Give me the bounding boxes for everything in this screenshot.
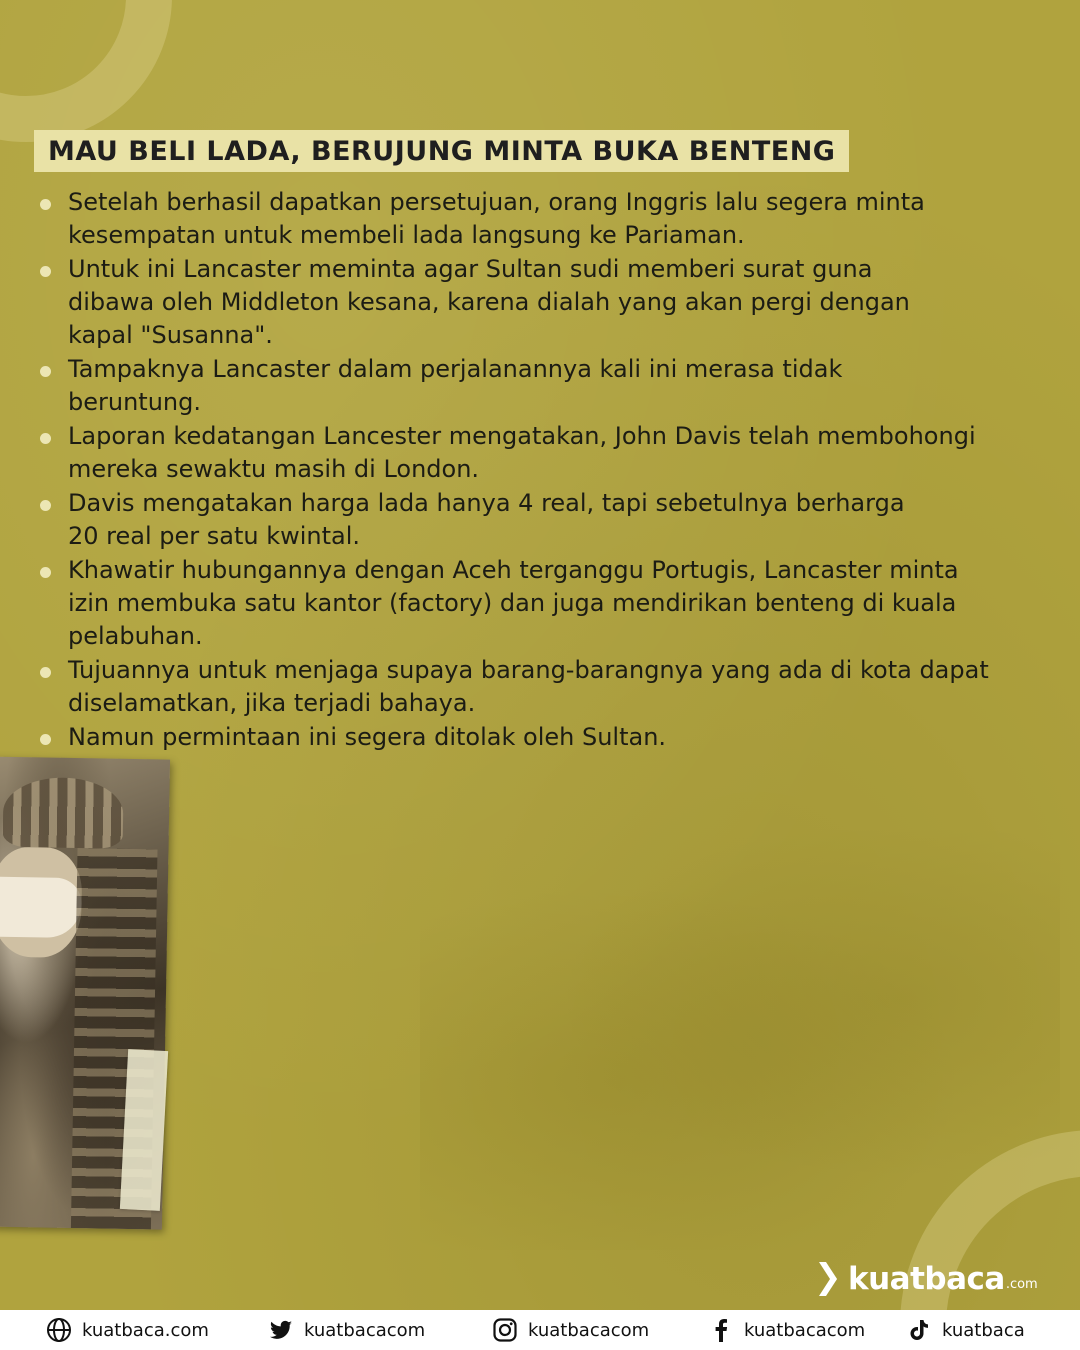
list-item-line: Namun permintaan ini segera ditolak oleh Sultan. [68,723,667,751]
footer-instagram-link[interactable] [492,1310,649,1350]
brand-logo [816,1258,1038,1300]
footer-facebook-label: kuatbacacom [744,1319,866,1341]
decorative-ring-top-left [0,0,172,142]
page-title: MAU BELI LADA, BERUJUNG MINTA BUKA BENTENG [48,135,836,167]
bullet-dot [40,734,51,745]
twitter-icon [268,1317,294,1343]
logo-suffix: .com [1005,1276,1038,1292]
logo-chevron-icon [816,1260,842,1298]
globe-icon [46,1317,72,1343]
list-item-line: dibawa oleh Middleton kesana, karena dialah yang akan pergi dengan [68,288,910,316]
list-item-line: Untuk ini Lancaster meminta agar Sultan sudi memberi surat guna [68,255,873,283]
portrait-crown [3,777,124,849]
bullet-dot [40,500,51,511]
footer-twitter-link[interactable] [268,1310,425,1350]
title-banner [34,130,849,172]
footer-tiktok-label: kuatbaca [942,1319,1025,1341]
list-item [40,721,1070,754]
list-item [40,554,1070,653]
list-item-line: diselamatkan, jika terjadi bahaya. [68,689,476,717]
facebook-icon [708,1317,734,1343]
list-item-line: 20 real per satu kwintal. [68,522,361,550]
bullet-list [40,186,1070,755]
bullet-dot [40,667,51,678]
list-item [40,420,1070,486]
list-item-line: Tujuannya untuk menjaga supaya barang-barangnya yang ada di kota dapat [68,656,989,684]
list-item-line: pelabuhan. [68,622,203,650]
list-item-line: Khawatir hubungannya dengan Aceh terganggu Portugis, Lancaster minta [68,556,959,584]
bullet-dot [40,266,51,277]
list-item [40,353,1070,419]
list-item-line: beruntung. [68,388,201,416]
list-item [40,487,1070,553]
bullet-dot [40,199,51,210]
list-item-line: izin membuka satu kantor (factory) dan juga mendirikan benteng di kuala [68,589,957,617]
social-footer [0,1310,1080,1350]
list-item [40,186,1070,252]
list-item-line: mereka sewaktu masih di London. [68,455,480,483]
footer-twitter-label: kuatbacacom [304,1319,426,1341]
list-item-line: Davis mengatakan harga lada hanya 4 real, tapi sebetulnya berharga [68,489,905,517]
list-item-line: Setelah berhasil dapatkan persetujuan, orang Inggris lalu segera minta [68,188,925,216]
instagram-icon [492,1317,518,1343]
bullet-dot [40,366,51,377]
portrait-headcloth [0,876,82,938]
list-item-line: Tampaknya Lancaster dalam perjalanannya kali ini merasa tidak [68,355,843,383]
list-item [40,253,1070,352]
footer-tiktok-link[interactable] [906,1310,1025,1350]
logo-text: kuatbaca [848,1261,1005,1297]
list-item [40,654,1070,720]
tiktok-icon [906,1317,932,1343]
list-item-line: Laporan kedatangan Lancester mengatakan, John Davis telah membohongi [68,422,976,450]
tape-strip [120,1049,168,1211]
list-item-line: kapal "Susanna". [68,321,273,349]
footer-website-label: kuatbaca.com [82,1319,209,1341]
footer-facebook-link[interactable] [708,1310,865,1350]
footer-instagram-label: kuatbacacom [528,1319,650,1341]
faded-background-illustration [420,830,1060,1250]
bullet-dot [40,433,51,444]
list-item-line: kesempatan untuk membeli lada langsung ke Pariaman. [68,221,745,249]
footer-website-link[interactable] [46,1310,209,1350]
bullet-dot [40,567,51,578]
